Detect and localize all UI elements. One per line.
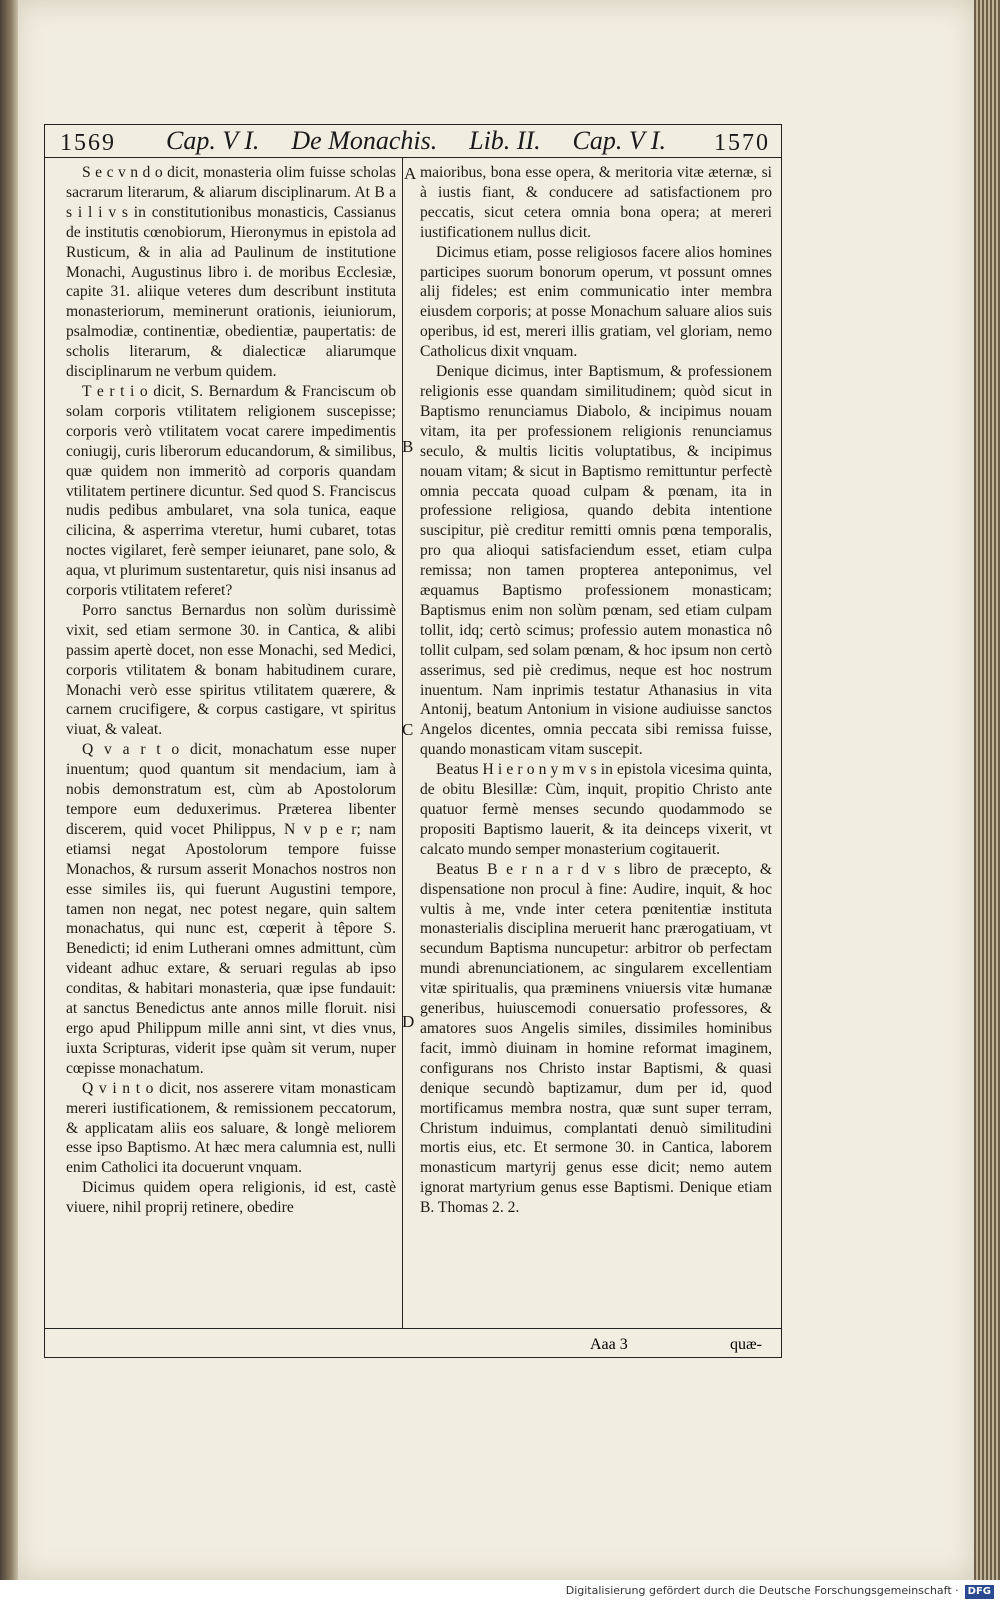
page-header [56,124,776,158]
running-head [166,126,666,156]
margin-letter-d: D [402,1012,415,1031]
left-column [66,163,396,1218]
catchword: quæ- [730,1336,762,1353]
paragraph: Porro sanctus Bernardus non solùm durissimè vixit, sed etiam sermone 30. in Cantica, & alibi passim apertè docet, non esse Monachi, sed Medici, corporis vtilitatem & bonam habitudinem curare, Monachi verò esse spiritus vtilitatem quærere, & carnem crucifigere, & corpus castigare, vt spiritus viuat, & valeat. [66,601,396,739]
page-number-right: 1570 [714,130,770,156]
margin-letter-a: A [404,164,417,183]
paragraph: Beatus H i e r o n y m v s in epistola vicesima quinta, de obitu Blesillæ: Cùm, inquit, propitio Christo ante quatuor fermè menses secundo quodammodo se propositi Baptismo lauerit, & ita deinceps vixerit, vt calcato mundo semper monasterium cogitauerit. [420,761,772,858]
book-spine [0,0,18,1580]
dfg-logo[interactable]: DFG [965,1585,994,1599]
paragraph: S e c v n d o dicit, monasteria olim fuisse scholas sacrarum literarum, & aliarum disciplinarum. At B a s i l i v s in constitutionibus monasticis, Cassianus de institutis cœnobiorum, Hieronymus in epistola ad Rusticum, & in alia ad Paulinum de institutione Monachi, Augustinus libro i. de moribus Ecclesiæ, capite 31. aliique veteres dum describunt instituta monasteriorum, meminerunt orationis, ieiuniorum, psalmodiæ, continentiæ, obedientiæ, paupertatis: de scholis literarum, & dialecticæ aliarumque disciplinarum ne verbum quidem. [66,164,396,381]
paragraph: Dicimus etiam, posse religiosos facere alios homines participes suorum bonorum operum, vt possunt omnes alij fideles; est enim communicatio inter membra eiusdem corporis; at posse Monachum saluare alios suis operibus, id est, mereri illis gratiam, vel gloriam, nemo Catholicus dixit vnquam. [420,243,772,361]
paragraph: maioribus, bona esse opera, & meritoria vitæ æternæ, si à iustis fiant, & conducere ad satisfactionem pro peccatis, sicut cetera omnia bona opera; at mereri iustificationem nullus dicit. [420,164,772,241]
margin-letter-b: B [402,437,414,456]
credit-text: Digitalisierung gefördert durch die Deutsche Forschungsgemeinschaft · [565,1584,959,1597]
running-head-part: Cap. V I. [572,126,666,155]
running-head-part: Lib. II. [469,126,541,155]
running-head-part: De Monachis. [291,126,438,155]
paragraph: Beatus B e r n a r d v s libro de præcepto, & dispensatione non procul à fine: Audire, inquit, & hoc vultis à me, vnde inter cetera pœnitentiæ instituta monasterialis disciplina meruerit hanc prærogatiuam, vt secundum Baptisma nuncupetur: arbitror ob perfectam mundi abrenunciationem, ac singularem excellentiam vitæ spiritualis, qua præminens vniuersis vitæ humanæ generibus, huiuscemodi conuersatio professores, & amatores suos Angelis similes, dissimiles hominibus facit, immò diuinam in homine reformat imaginem, configurans nos Christo instar Baptismi, & quasi denique secundò baptizamur, dum per id, quod mortificamus membra nostra, quæ sunt super terram, Christum induimus, complantati denuò similitudini mortis eius, etc. Et sermone 30. in Cantica, laborem monasticum martyrij genus esse dicit; nemo autem ignorat martyrium genus esse Baptismi. Denique etiam B. Thomas 2. 2. [420,860,772,1217]
paragraph: Dicimus quidem opera religionis, id est, castè viuere, nihil proprij retinere, obedire [66,1179,396,1217]
margin-letter-c: C [402,720,414,739]
footer-rule [44,1328,782,1329]
signature-mark: Aaa 3 [590,1336,628,1353]
column-rule [402,158,403,1328]
paragraph: Q v i n t o dicit, nos asserere vitam monasticam mereri iustificationem, & remissionem peccatorum, & applicatam aliis eos saluare, & longè meliorem esse ipso Baptismo. At hæc mera calumnia est, nulli enim Catholici ita docuerunt vnquam. [66,1079,396,1177]
paragraph: T e r t i o dicit, S. Bernardum & Franciscum ob solam corporis vtilitatem religionem suscepisse; corporis verò vtilitatem vocat carere impedimentis coniugij, curis liberorum educandorum, & similibus, quæ quidem non immeritò ad corporis quandam vtilitatem pertinere dicuntur. Sed quod S. Franciscus nudis pedibus ambularet, vna sola tunica, eaque cilicina, & asperrima vteretur, humi cubaret, totas noctes vigilaret, ferè semper ieiunaret, pane solo, & aqua, vt plurimum sustentaretur, quis nisi insanus ad corporis vtilitatem referet? [66,382,396,600]
right-column [420,163,772,1218]
paragraph: Denique dicimus, inter Baptismum, & professionem religionis esse quandam similitudinem; quòd sicut in Baptismo renunciamus Diabolo, & incipimus nouam vitam, ita per professionem religionis renunciamus seculo, & multis licitis voluptatibus, & incipimus nouam vitam; & sicut in Baptismo remittuntur perfectè omnia peccata quoad culpam & pœnam, ita in professione religiosa, quando debita intentione suscipitur, piè creditur remitti omnis pœna temporalis, pro qua alioqui satisfaciendum esset, etiam culpa remissa; non tamen propterea anteponimus, vel æquamus Baptismo professionem monasticam; Baptismus enim non solùm pœnam, sed etiam culpam tollit, idq; certò scimus; professio autem monastica nô tollit culpam, sed solam pœnam, & hoc ipsum non certò asserimus, sed piè credimus, neque est hoc nostrum inuentum. Nam inprimis testatur Athanasius in vita Antonij, beatum Antonium in visione audiuisse sanctos Angelos dicentes, omnia peccata sibi remissa fuisse, quando monasticam vitam suscepit. [420,363,772,759]
page-number-left: 1569 [60,130,116,156]
digitization-credit [0,1580,1000,1601]
paragraph: Q v a r t o dicit, monachatum esse nuper inuentum; quod quantum sit mendacium, iam à nobis demonstratum est, cùm ab Apostolorum tempore eum deduxerimus. Præterea libenter discerem, quid vocet Philippus, N v p e r; nam etiamsi negat Apostolorum tempore fuisse Monachos, & rursum asserit Monachos nostros non esse similes iis, qui fuerunt Augustini tempore, tamen non negat, nec potest negare, quin saltem monachatus, qui nunc est, cœperit à têpore S. Benedicti; id enim Lutherani omnes admittunt, cùm videant adhuc extare, & seruari regulas ab ipso conditas, & habitari monasteria, quæ ipse fundauit: at sanctus Benedictus ante annos mille floruit. nisi ergo apud Philippum mille anni sint, vt dies vnus, iuxta Scripturas, viderit ipse quàm sit verum, nuper cœpisse monachatum. [66,741,396,1077]
running-head-part: Cap. V I. [166,126,260,155]
page-edges [974,0,1000,1580]
